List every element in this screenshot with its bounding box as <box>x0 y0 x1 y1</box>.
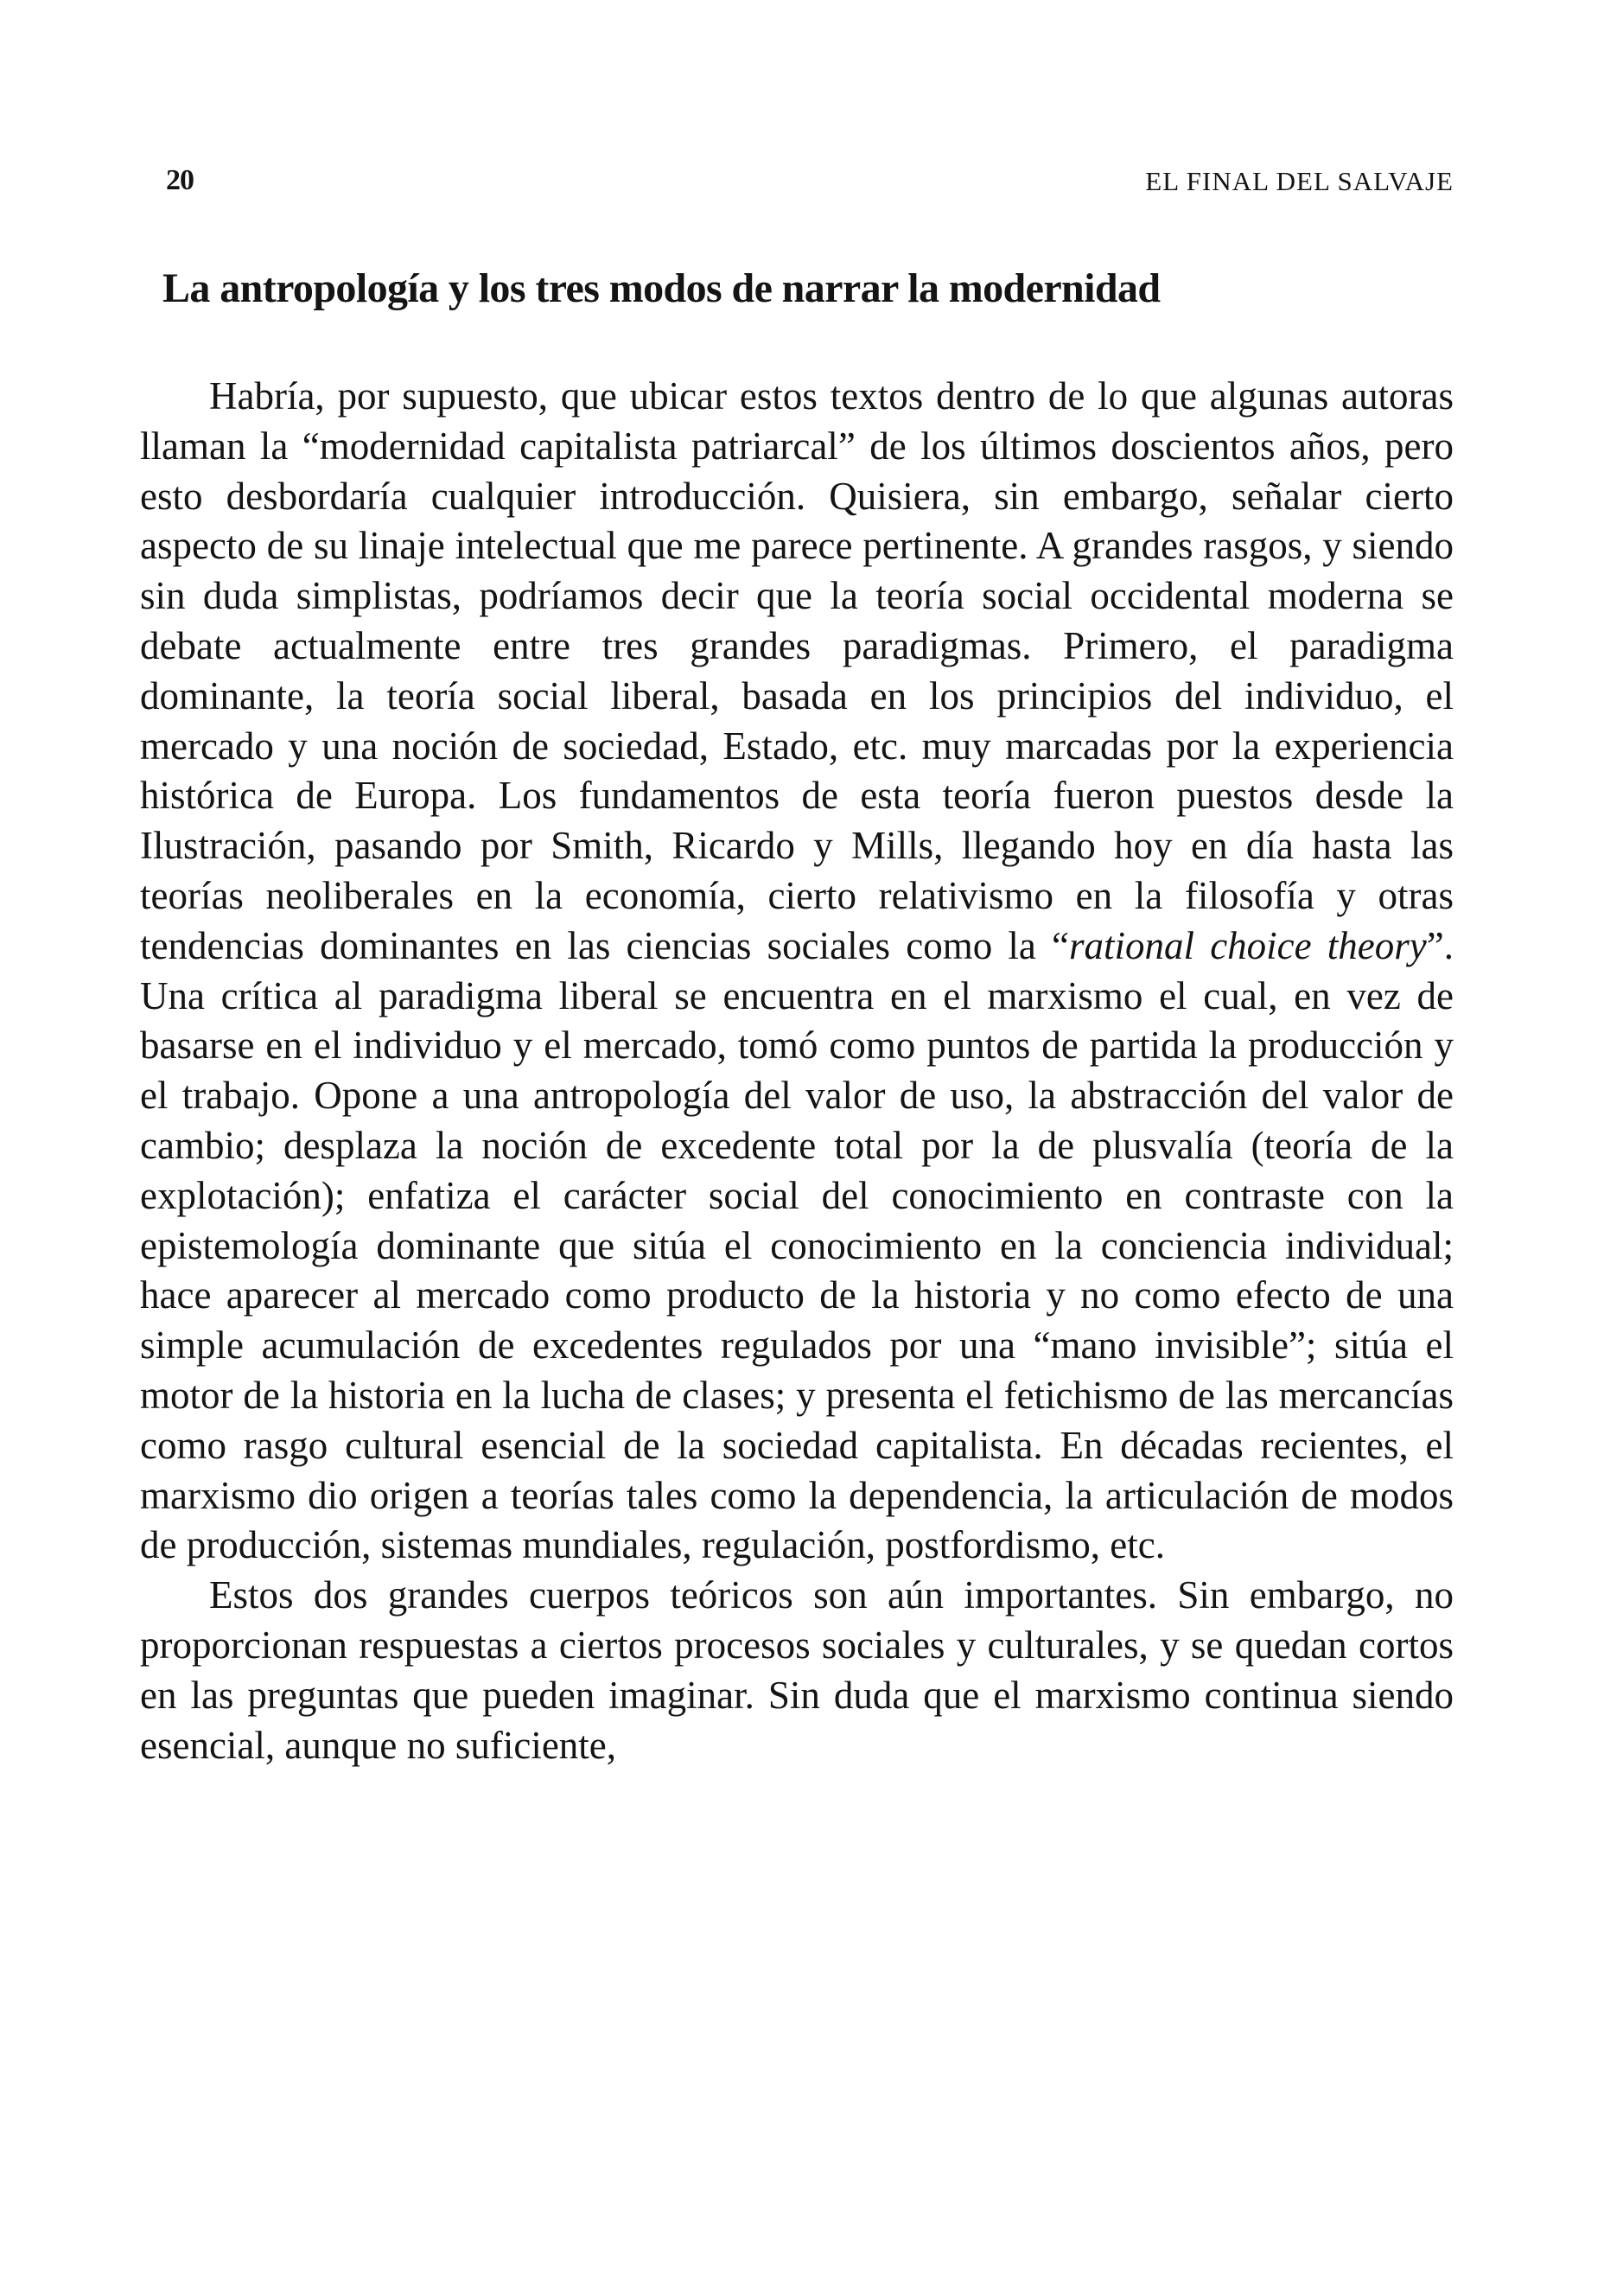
page-number: 20 <box>166 164 194 196</box>
running-title: EL FINAL DEL SALVAJE <box>1145 166 1454 196</box>
body-text <box>140 372 1454 1770</box>
emphasized-term: rational choice theory <box>1069 923 1427 967</box>
section-heading: La antropología y los tres modos de narrar la modernidad <box>162 265 1161 311</box>
running-header <box>166 164 1454 199</box>
paragraph <box>140 372 1454 1571</box>
paragraph-text: ”. Una crítica al paradigma liberal se encuentra en el marxismo el cual, en vez de basarse en el individuo y el mercado, tomó como puntos de partida la producción y el trabajo. Opone a una antropología del valor de uso, la abstracción del valor de cambio; desplaza la noción de excedente total por la de plusvalía (teoría de la explotación); enfatiza el carácter social del conocimiento en contraste con la epistemología dominante que sitúa el conocimiento en la conciencia individual; hace aparecer al mercado como producto de la historia y no como efecto de una simple acumulación de excedentes regulados por una “mano invisible”; sitúa el motor de la historia en la lucha de clases; y presenta el fetichismo de las mercancías como rasgo cultural esencial de la sociedad capitalista. En décadas recientes, el marxismo dio origen a teorías tales como la dependencia, la articulación de modos de producción, sistemas mundiales, regulación, postfordismo, etc. <box>140 923 1454 1567</box>
paragraph-text: Habría, por supuesto, que ubicar estos textos dentro de lo que algunas autoras llaman la “modernidad capitalista patriarcal” de los últimos doscientos años, pero esto desbordaría cualquier introducción. Quisiera, sin embargo, señalar cierto aspecto de su linaje intelectual que me parece pertinente. A grandes rasgos, y siendo sin duda simplistas, podríamos decir que la teoría social occidental moderna se debate actualmente entre tres grandes paradigmas. Primero, el paradigma dominante, la teoría social liberal, basada en los principios del individuo, el mercado y una noción de sociedad, Estado, etc. muy marcadas por la experiencia histórica de Europa. Los fundamentos de esta teoría fueron puestos desde la Ilustración, pasando por Smith, Ricardo y Mills, llegando hoy en día hasta las teorías neoliberales en la economía, cierto relativismo en la filosofía y otras tendencias dominantes en las ciencias sociales como la “ <box>140 374 1454 967</box>
paragraph: Estos dos grandes cuerpos teóricos son aún importantes. Sin embargo, no proporcionan respuestas a ciertos procesos sociales y culturales, y se quedan cortos en las preguntas que pueden imaginar. Sin duda que el marxismo continua siendo esencial, aunque no suficiente, <box>140 1573 1454 1767</box>
